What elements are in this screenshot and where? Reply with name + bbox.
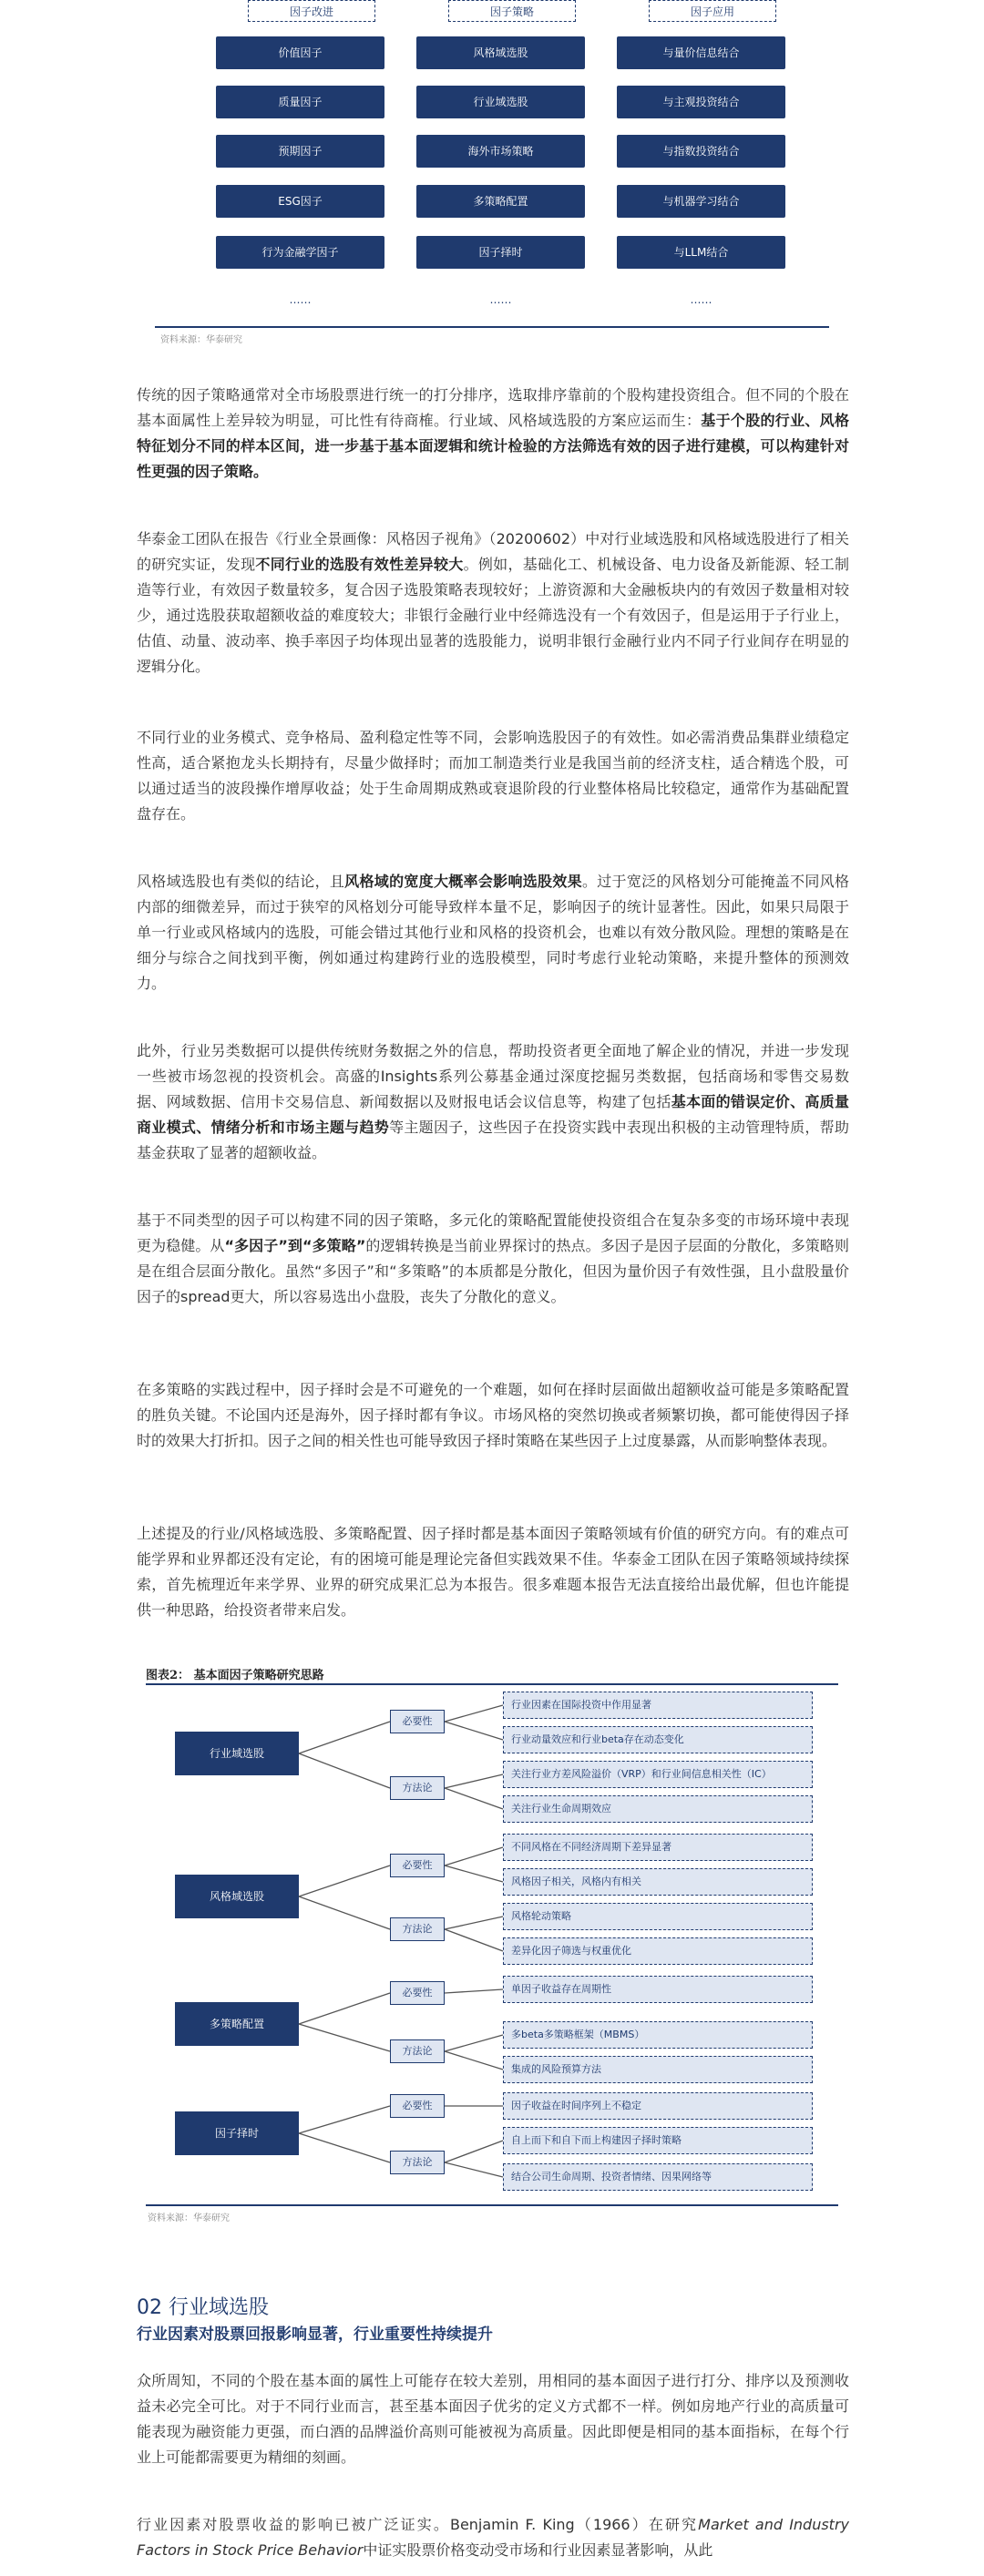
leaf-box: 关注行业生命周期效应 [503, 1795, 813, 1823]
factor-box: ESG因子 [216, 185, 384, 218]
factor-box: 质量因子 [216, 86, 384, 118]
branch-methodology: 方法论 [390, 2039, 445, 2063]
paragraph-4: 风格域选股也有类似的结论，且风格域的宽度大概率会影响选股效果。过于宽泛的风格划分可能掩盖不同风格内部的细微差异，而过于狭窄的风格划分可能导致样本量不足，影响因子的统计显著性。因此，如果只局限于单一行业或风格域内的选股，可能会错过其他行业和风格的投资机会，也难以有效分散风险。理想的策略是在细分与综合之间找到平衡，例如通过构建跨行业的选股模型，同时考虑行业轮动策略，来提升整体的预测效力。 [137, 873, 849, 992]
column-header-factor-strategy: 因子策略 [448, 0, 576, 22]
column-header-factor-improvement: 因子改进 [248, 0, 375, 22]
paragraph-8: 上述提及的行业/风格域选股、多策略配置、因子择时都是基本面因子策略领域有价值的研究方向。有的难点可能学界和业界都还没有定论，有的困境可能是理论完备但实践效果不佳。华泰金工团队在因子策略领域持续探索，首先梳理近年来学界、业界的研究成果汇总为本报告。很多难题本报告无法直接给出最优解，但也许能提供一种思路，给投资者带来启发。 [137, 1525, 849, 1619]
application-box: 与主观投资结合 [617, 86, 785, 118]
factor-box: 行为金融学因子 [216, 236, 384, 269]
figure-factor-grid [155, 0, 829, 346]
leaf-box: 风格轮动策略 [503, 1903, 813, 1930]
ellipsis: …… [289, 293, 312, 306]
figure-bottom-rule [155, 326, 829, 328]
root-industry-selection: 行业域选股 [175, 1732, 299, 1775]
paragraph-1: 传统的因子策略通常对全市场股票进行统一的打分排序，选取排序靠前的个股构建投资组合。但不同的个股在基本面属性上差异较为明显，可比性有待商榷。行业域、风格域选股的方案应运而生：基于个股的行业、风格特征划分不同的样本区间，进一步基于基本面逻辑和统计检验的方法筛选有效的因子进行建模，可以构建针对性更强的因子策略。 [137, 386, 849, 480]
root-multi-strategy: 多策略配置 [175, 2002, 299, 2046]
leaf-box: 行业动量效应和行业beta存在动态变化 [503, 1726, 813, 1753]
figure2-bottom-rule [146, 2204, 838, 2206]
branch-methodology: 方法论 [390, 1776, 445, 1800]
strategy-box: 行业域选股 [416, 86, 585, 118]
branch-methodology: 方法论 [390, 2151, 445, 2174]
leaf-box: 结合公司生命周期、投资者情绪、因果网络等 [503, 2163, 813, 2191]
root-factor-timing: 因子择时 [175, 2111, 299, 2155]
paragraph-9: 众所周知，不同的个股在基本面的属性上可能存在较大差别，用相同的基本面因子进行打分、排序以及预测收益未必完全可比。对于不同行业而言，甚至基本面因子优劣的定义方式都不一样。例如房地产行业的高质量可能表现为融资能力更强，而白酒的品牌溢价高则可能被视为高质量。因此即便是相同的基本面指标，在每个行业上可能都需要更为精细的刻画。 [137, 2372, 849, 2466]
figure2-title: 图表2： 基本面因子策略研究思路 [146, 1669, 324, 1682]
strategy-box: 因子择时 [416, 236, 585, 269]
branch-necessity: 必要性 [390, 2094, 445, 2118]
strategy-box: 海外市场策略 [416, 135, 585, 168]
paragraph-3: 不同行业的业务模式、竞争格局、盈利稳定性等不同，会影响选股因子的有效性。如必需消费品集群业绩稳定性高，适合紧抱龙头长期持有，尽量少做择时；而加工制造类行业是我国当前的经济支柱，适合精选个股，可以通过适当的波段操作增厚收益；处于生命周期成熟或衰退阶段的行业整体格局比较稳定，通常作为基础配置盘存在。 [137, 729, 849, 823]
leaf-box: 多beta多策略框架（MBMS） [503, 2021, 813, 2049]
paragraph-10: 行业因素对股票收益的影响已被广泛证实。Benjamin F. King（1966）在研究Market and Industry Factors in Stock Price Behavior中证实股票价格变动受市场和行业因素显著影响，从此 [137, 2516, 850, 2559]
leaf-box: 行业因素在国际投资中作用显著 [503, 1692, 813, 1719]
ellipsis: …… [690, 293, 712, 306]
column-header-factor-application: 因子应用 [649, 0, 776, 22]
section-subtitle: 行业因素对股票回报影响显著，行业重要性持续提升 [137, 2326, 493, 2344]
figure2-source: 资料来源：华泰研究 [148, 2213, 230, 2223]
application-box: 与指数投资结合 [617, 135, 785, 168]
factor-box: 预期因子 [216, 135, 384, 168]
root-style-selection: 风格域选股 [175, 1875, 299, 1918]
application-box: 与LLM结合 [617, 236, 785, 269]
leaf-box: 集成的风险预算方法 [503, 2056, 813, 2083]
leaf-box: 不同风格在不同经济周期下差异显著 [503, 1834, 813, 1861]
branch-necessity: 必要性 [390, 1710, 445, 1733]
figure-research-framework [146, 1685, 838, 2204]
leaf-box: 风格因子相关，风格内有相关 [503, 1868, 813, 1896]
factor-box: 价值因子 [216, 36, 384, 69]
paragraph-7: 在多策略的实践过程中，因子择时会是不可避免的一个难题，如何在择时层面做出超额收益可能是多策略配置的胜负关键。不论国内还是海外，因子择时都有争议。市场风格的突然切换或者频繁切换，都可能使得因子择时的效果大打折扣。因子之间的相关性也可能导致因子择时策略在某些因子上过度暴露，从而影响整体表现。 [137, 1381, 849, 1449]
leaf-box: 单因子收益存在周期性 [503, 1976, 813, 2003]
application-box: 与机器学习结合 [617, 185, 785, 218]
strategy-box: 多策略配置 [416, 185, 585, 218]
leaf-box: 自上而下和自下而上构建因子择时策略 [503, 2127, 813, 2154]
section-title: 02 行业域选股 [137, 2296, 269, 2319]
figure1-source: 资料来源：华泰研究 [160, 335, 242, 345]
ellipsis: …… [489, 293, 512, 306]
paragraph-2: 华泰金工团队在报告《行业全景画像：风格因子视角》（20200602）中对行业域选股和风格域选股进行了相关的研究实证，发现不同行业的选股有效性差异较大。例如，基础化工、机械设备、电力设备及新能源、轻工制造等行业，有效因子数量较多，复合因子选股策略表现较好；上游资源和大金融板块内的有效因子数量相对较少，通过选股获取超额收益的难度较大；非银行金融行业中经筛选没有一个有效因子，但是运用于子行业上，估值、动量、波动率、换手率因子均体现出显著的选股能力，说明非银行金融行业内不同子行业间存在明显的逻辑分化。 [137, 530, 849, 675]
strategy-box: 风格域选股 [416, 36, 585, 69]
leaf-box: 关注行业方差风险溢价（VRP）和行业间信息相关性（IC） [503, 1761, 813, 1788]
branch-necessity: 必要性 [390, 1981, 445, 2005]
leaf-box: 差异化因子筛选与权重优化 [503, 1937, 813, 1965]
paragraph-5: 此外，行业另类数据可以提供传统财务数据之外的信息，帮助投资者更全面地了解企业的情况，并进一步发现一些被市场忽视的投资机会。高盛的Insights系列公募基金通过深度挖掘另类数据，包括商场和零售交易数据、网域数据、信用卡交易信息、新闻数据以及财报电话会议信息等，构建了包括基本面的错误定价、高质量商业模式、情绪分析和市场主题与趋势等主题因子，这些因子在投资实践中表现出积极的主动管理特质，帮助基金获取了显著的超额收益。 [137, 1042, 849, 1161]
paragraph-6: 基于不同类型的因子可以构建不同的因子策略，多元化的策略配置能使投资组合在复杂多变的市场环境中表现更为稳健。从“多因子”到“多策略”的逻辑转换是当前业界探讨的热点。多因子是因子层面的分散化，多策略则是在组合层面分散化。虽然“多因子”和“多策略”的本质都是分散化，但因为量价因子有效性强，且小盘股量价因子的spread更大，所以容易选出小盘股，丧失了分散化的意义。 [137, 1211, 849, 1305]
branch-necessity: 必要性 [390, 1854, 445, 1877]
leaf-box: 因子收益在时间序列上不稳定 [503, 2092, 813, 2120]
branch-methodology: 方法论 [390, 1917, 445, 1941]
application-box: 与量价信息结合 [617, 36, 785, 69]
